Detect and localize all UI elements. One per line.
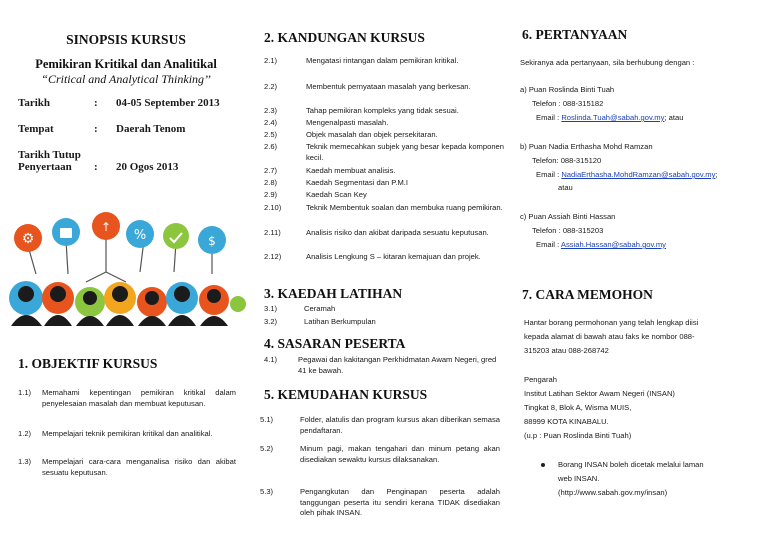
info-separator: : xyxy=(94,161,98,173)
methods-title: 3. KAEDAH LATIHAN xyxy=(264,286,403,301)
item-number: 2.5) xyxy=(264,130,278,139)
synopsis-title: SINOPSIS KURSUS xyxy=(66,32,186,47)
item-text: Mempelajari cara-cara menganalisa risiko dan akibat sesuatu keputusan. xyxy=(42,457,236,477)
item-number: 5.3) xyxy=(260,487,274,496)
item-number: 2.3) xyxy=(264,106,278,115)
contact-c-name: c) Puan Assiah Binti Hassan xyxy=(520,212,616,221)
postal-address xyxy=(524,373,675,443)
item-text: Folder, alatulis dan program kursus akan diberikan semasa pendaftaran. xyxy=(300,415,500,435)
svg-text:⚙: ⚙ xyxy=(21,231,35,247)
apply-title: 7. CARA MEMOHON xyxy=(522,287,653,302)
contact-c-email-link[interactable]: Assiah.Hassan@sabah.gov.my xyxy=(560,240,666,249)
item-number: 2.6) xyxy=(264,142,278,151)
item-text: Mengatasi rintangan dalam pemikiran kritikal. xyxy=(306,56,459,65)
info-label: Penyertaan xyxy=(18,161,72,173)
contact-b-name: b) Puan Nadia Erthasha Mohd Ramzan xyxy=(520,142,653,151)
contact-a-email-link[interactable]: Roslinda.Tuah@sabah.gov.my xyxy=(561,113,665,122)
svg-text:$: $ xyxy=(208,234,216,248)
item-number: 2.2) xyxy=(264,82,278,91)
item-number: 2.1) xyxy=(264,56,278,65)
address-line: Tingkat 8, Blok A, Wisma MUIS, xyxy=(524,403,632,412)
info-value: 20 Ogos 2013 xyxy=(116,161,179,173)
contact-c-phone: Telefon : 088-315203 xyxy=(532,226,604,235)
item-number: 2.4) xyxy=(264,118,278,127)
item-number: 3.2) xyxy=(264,317,278,326)
item-number: 2.11) xyxy=(264,228,281,237)
contact-c-email-row xyxy=(536,239,666,251)
questions-intro: Sekiranya ada pertanyaan, sila berhubung dengan : xyxy=(520,58,695,67)
item-number: 2.7) xyxy=(264,166,278,175)
facilities-title: 5. KEMUDAHAN KURSUS xyxy=(264,387,428,402)
svg-text:↑: ↑ xyxy=(100,220,112,234)
item-text: Mengenalpasti masalah. xyxy=(306,118,389,127)
email-suffix: ; xyxy=(715,170,718,179)
contents-title: 2. KANDUNGAN KURSUS xyxy=(264,30,425,45)
item-number: 2.12) xyxy=(264,252,282,261)
info-label: Tarikh Tutup xyxy=(18,149,81,161)
item-number: 1.1) xyxy=(18,388,32,397)
email-suffix: ; atau xyxy=(664,113,684,122)
course-name-english: “Critical and Analytical Thinking’’ xyxy=(41,72,211,86)
column-left xyxy=(0,0,252,543)
info-value: Daerah Tenom xyxy=(116,123,186,135)
address-line: (u.p : Puan Roslinda Binti Tuah) xyxy=(524,431,632,440)
contact-b-email-suffix: atau xyxy=(558,183,573,192)
info-label: Tarikh xyxy=(18,97,51,109)
info-label: Tempat xyxy=(18,123,54,135)
item-text: Pengangkutan dan Penginapan peserta adalah tanggungan peserta itu sendiri kerana TIDAK disediakan oleh pihak INSAN. xyxy=(300,487,500,517)
note-link[interactable]: (http://www.sabah.gov.my/insan) xyxy=(558,488,668,497)
item-text: Analisis risiko dan akibat daripada sesuatu keputusan. xyxy=(306,228,489,237)
item-number: 2.10) xyxy=(264,203,282,212)
item-text: Minum pagi, makan tengahari dan minum petang akan disediakan sewaktu kursus dilaksanakan. xyxy=(300,444,500,464)
target-title: 4. SASARAN PESERTA xyxy=(264,336,406,351)
email-label: Email : xyxy=(536,113,562,122)
apply-line: 315203 atau 088-268742 xyxy=(524,346,609,355)
contact-b-phone: Telefon: 088-315120 xyxy=(532,156,602,165)
item-number: 1.3) xyxy=(18,457,32,466)
item-text: Membentuk pernyataan masalah yang berkesan. xyxy=(306,82,471,91)
item-number: 1.2) xyxy=(18,429,32,438)
note-line: web INSAN. xyxy=(558,474,600,483)
item-text: Ceramah xyxy=(304,304,336,313)
item-number: 5.2) xyxy=(260,444,274,453)
item-number: 2.9) xyxy=(264,190,278,199)
contact-a-phone: Telefon : 088-315182 xyxy=(532,99,604,108)
item-number: 4.1) xyxy=(264,355,278,364)
address-line: Institut Latihan Sektor Awam Negeri (INSAN) xyxy=(524,389,675,398)
svg-text:%: % xyxy=(133,228,147,243)
course-name: Pemikiran Kritikal dan Analitikal xyxy=(35,57,217,71)
item-text: Kaedah membuat analisis. xyxy=(306,166,396,175)
info-separator: : xyxy=(94,97,98,109)
item-number: 5.1) xyxy=(260,415,274,424)
apply-line: Hantar borang permohonan yang telah lengkap diisi xyxy=(524,318,699,327)
item-text: Analisis Lengkung S – kitaran kemajuan dan projek. xyxy=(306,252,481,261)
item-text: Tahap pemikiran kompleks yang tidak sesuai. xyxy=(306,106,459,115)
item-text: Teknik Membentuk soalan dan membuka ruang pemikiran. xyxy=(306,203,503,212)
contact-b-email-link[interactable]: NadiaErthasha.MohdRamzan@sabah.gov.my xyxy=(561,170,716,179)
item-number: 2.8) xyxy=(264,178,278,187)
email-label: Email : xyxy=(536,170,562,179)
item-text: Mempelajari teknik pemikiran kritikal dan analitikal. xyxy=(42,429,213,438)
column-middle xyxy=(256,0,506,543)
form-download-note xyxy=(558,458,704,500)
objectives-title: 1. OBJEKTIF KURSUS xyxy=(18,356,158,371)
item-text: Teknik memecahkan subjek yang besar kepada komponen kecil. xyxy=(306,142,504,162)
address-line: Pengarah xyxy=(524,375,557,384)
item-text: Kaedah Segmentasi dan P.M.I xyxy=(306,178,409,187)
item-text: Pegawai dan kakitangan Perkhidmatan Awam Negeri, gred 41 ke bawah. xyxy=(298,355,497,375)
apply-line: kepada alamat di bawah atau faks ke nombor 088- xyxy=(524,332,695,341)
item-number: 3.1) xyxy=(264,304,278,313)
thinking-heads-illustration xyxy=(6,212,246,326)
contact-a-email-row xyxy=(536,112,683,124)
questions-title: 6. PERTANYAAN xyxy=(522,27,628,42)
bullet-icon xyxy=(541,463,545,467)
item-text: Memahami kepentingan pemikiran kritikal dalam penyelesaian masalah dan membuat keputusan. xyxy=(42,388,236,408)
address-line: 88999 KOTA KINABALU. xyxy=(524,417,609,426)
apply-instructions xyxy=(524,316,698,358)
info-value: 04-05 September 2013 xyxy=(116,97,220,109)
item-text: Kaedah Scan Key xyxy=(306,190,367,199)
info-separator: : xyxy=(94,123,98,135)
item-text: Objek masalah dan objek persekitaran. xyxy=(306,130,438,139)
note-line: Borang INSAN boleh dicetak melalui laman xyxy=(558,460,704,469)
item-text: Latihan Berkumpulan xyxy=(304,317,376,326)
column-right xyxy=(512,0,768,543)
contact-a-name: a) Puan Roslinda Binti Tuah xyxy=(520,85,615,94)
contact-b-email-row xyxy=(536,169,718,181)
email-label: Email : xyxy=(536,240,561,249)
